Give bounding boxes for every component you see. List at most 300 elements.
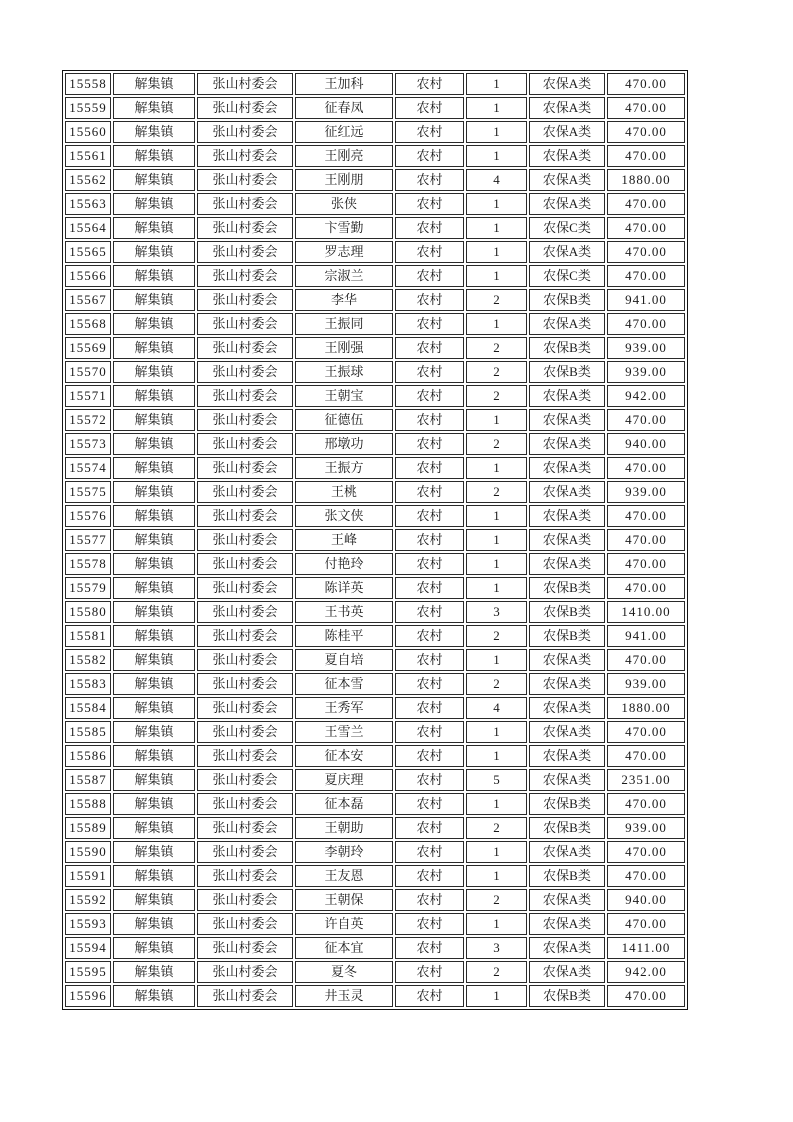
- cell-village: 张山村委会: [197, 865, 293, 887]
- cell-insurance-type: 农保A类: [529, 505, 605, 527]
- cell-amount: 470.00: [607, 553, 685, 575]
- cell-serial: 15591: [65, 865, 111, 887]
- cell-name: 征本雪: [295, 673, 393, 695]
- cell-amount: 1411.00: [607, 937, 685, 959]
- cell-amount: 470.00: [607, 721, 685, 743]
- cell-village: 张山村委会: [197, 913, 293, 935]
- cell-town: 解集镇: [113, 793, 195, 815]
- cell-name: 王秀军: [295, 697, 393, 719]
- cell-count: 1: [466, 457, 527, 479]
- cell-name: 王朝助: [295, 817, 393, 839]
- cell-category: 农村: [395, 433, 464, 455]
- cell-town: 解集镇: [113, 337, 195, 359]
- cell-insurance-type: 农保B类: [529, 793, 605, 815]
- table-row: [65, 217, 685, 239]
- cell-insurance-type: 农保B类: [529, 625, 605, 647]
- table-row: [65, 601, 685, 623]
- cell-name: 付艳玲: [295, 553, 393, 575]
- cell-name: 王桃: [295, 481, 393, 503]
- cell-amount: 470.00: [607, 793, 685, 815]
- cell-name: 陈详英: [295, 577, 393, 599]
- cell-town: 解集镇: [113, 721, 195, 743]
- cell-town: 解集镇: [113, 817, 195, 839]
- cell-town: 解集镇: [113, 481, 195, 503]
- cell-category: 农村: [395, 553, 464, 575]
- cell-name: 王朝宝: [295, 385, 393, 407]
- table-row: [65, 793, 685, 815]
- table-row: [65, 889, 685, 911]
- cell-insurance-type: 农保B类: [529, 985, 605, 1007]
- cell-serial: 15567: [65, 289, 111, 311]
- cell-insurance-type: 农保A类: [529, 241, 605, 263]
- cell-serial: 15572: [65, 409, 111, 431]
- cell-town: 解集镇: [113, 217, 195, 239]
- cell-category: 农村: [395, 673, 464, 695]
- cell-category: 农村: [395, 769, 464, 791]
- cell-insurance-type: 农保B类: [529, 361, 605, 383]
- cell-insurance-type: 农保A类: [529, 745, 605, 767]
- cell-village: 张山村委会: [197, 745, 293, 767]
- cell-village: 张山村委会: [197, 625, 293, 647]
- cell-village: 张山村委会: [197, 193, 293, 215]
- cell-village: 张山村委会: [197, 601, 293, 623]
- cell-name: 张文侠: [295, 505, 393, 527]
- cell-insurance-type: 农保A类: [529, 457, 605, 479]
- cell-insurance-type: 农保A类: [529, 649, 605, 671]
- table-row: [65, 169, 685, 191]
- cell-village: 张山村委会: [197, 697, 293, 719]
- table-row: [65, 937, 685, 959]
- table-row: [65, 841, 685, 863]
- table-row: [65, 673, 685, 695]
- cell-serial: 15588: [65, 793, 111, 815]
- cell-amount: 470.00: [607, 649, 685, 671]
- cell-town: 解集镇: [113, 889, 195, 911]
- cell-insurance-type: 农保C类: [529, 217, 605, 239]
- cell-serial: 15561: [65, 145, 111, 167]
- cell-town: 解集镇: [113, 457, 195, 479]
- cell-serial: 15571: [65, 385, 111, 407]
- cell-count: 2: [466, 625, 527, 647]
- cell-count: 1: [466, 73, 527, 95]
- cell-village: 张山村委会: [197, 769, 293, 791]
- cell-insurance-type: 农保A类: [529, 697, 605, 719]
- cell-name: 征本安: [295, 745, 393, 767]
- cell-village: 张山村委会: [197, 817, 293, 839]
- cell-count: 2: [466, 289, 527, 311]
- cell-count: 1: [466, 121, 527, 143]
- cell-amount: 470.00: [607, 457, 685, 479]
- cell-amount: 1410.00: [607, 601, 685, 623]
- cell-count: 2: [466, 337, 527, 359]
- cell-name: 邢墩功: [295, 433, 393, 455]
- cell-village: 张山村委会: [197, 673, 293, 695]
- cell-village: 张山村委会: [197, 409, 293, 431]
- cell-amount: 470.00: [607, 313, 685, 335]
- cell-village: 张山村委会: [197, 721, 293, 743]
- cell-category: 农村: [395, 865, 464, 887]
- cell-serial: 15577: [65, 529, 111, 551]
- cell-town: 解集镇: [113, 577, 195, 599]
- cell-town: 解集镇: [113, 73, 195, 95]
- cell-amount: 940.00: [607, 433, 685, 455]
- table-row: [65, 289, 685, 311]
- cell-count: 1: [466, 721, 527, 743]
- cell-category: 农村: [395, 625, 464, 647]
- cell-village: 张山村委会: [197, 121, 293, 143]
- cell-serial: 15574: [65, 457, 111, 479]
- cell-name: 王振球: [295, 361, 393, 383]
- cell-town: 解集镇: [113, 145, 195, 167]
- table-row: [65, 433, 685, 455]
- cell-amount: 942.00: [607, 961, 685, 983]
- cell-count: 2: [466, 817, 527, 839]
- cell-insurance-type: 农保B类: [529, 577, 605, 599]
- cell-serial: 15565: [65, 241, 111, 263]
- cell-amount: 470.00: [607, 745, 685, 767]
- cell-count: 1: [466, 745, 527, 767]
- cell-amount: 470.00: [607, 97, 685, 119]
- cell-insurance-type: 农保A类: [529, 193, 605, 215]
- cell-name: 张侠: [295, 193, 393, 215]
- cell-count: 2: [466, 961, 527, 983]
- cell-village: 张山村委会: [197, 385, 293, 407]
- cell-serial: 15576: [65, 505, 111, 527]
- cell-insurance-type: 农保B类: [529, 601, 605, 623]
- cell-serial: 15560: [65, 121, 111, 143]
- cell-name: 王峰: [295, 529, 393, 551]
- cell-category: 农村: [395, 361, 464, 383]
- cell-amount: 470.00: [607, 217, 685, 239]
- cell-insurance-type: 农保B类: [529, 865, 605, 887]
- cell-insurance-type: 农保A类: [529, 961, 605, 983]
- cell-category: 农村: [395, 721, 464, 743]
- cell-category: 农村: [395, 529, 464, 551]
- cell-insurance-type: 农保B类: [529, 817, 605, 839]
- cell-village: 张山村委会: [197, 433, 293, 455]
- cell-category: 农村: [395, 841, 464, 863]
- cell-village: 张山村委会: [197, 841, 293, 863]
- cell-serial: 15592: [65, 889, 111, 911]
- cell-village: 张山村委会: [197, 649, 293, 671]
- table-row: [65, 745, 685, 767]
- cell-category: 农村: [395, 793, 464, 815]
- table-row: [65, 649, 685, 671]
- benefits-table: [62, 70, 688, 1010]
- cell-amount: 2351.00: [607, 769, 685, 791]
- cell-name: 征德伍: [295, 409, 393, 431]
- cell-name: 王刚强: [295, 337, 393, 359]
- table-row: [65, 505, 685, 527]
- table-row: [65, 145, 685, 167]
- cell-village: 张山村委会: [197, 145, 293, 167]
- cell-name: 夏自培: [295, 649, 393, 671]
- cell-category: 农村: [395, 337, 464, 359]
- cell-serial: 15566: [65, 265, 111, 287]
- cell-insurance-type: 农保A类: [529, 97, 605, 119]
- cell-amount: 939.00: [607, 817, 685, 839]
- cell-count: 1: [466, 193, 527, 215]
- cell-count: 1: [466, 529, 527, 551]
- cell-category: 农村: [395, 817, 464, 839]
- cell-serial: 15562: [65, 169, 111, 191]
- cell-name: 夏庆理: [295, 769, 393, 791]
- cell-count: 1: [466, 793, 527, 815]
- cell-insurance-type: 农保B类: [529, 289, 605, 311]
- cell-town: 解集镇: [113, 433, 195, 455]
- cell-village: 张山村委会: [197, 97, 293, 119]
- cell-village: 张山村委会: [197, 985, 293, 1007]
- cell-name: 罗志理: [295, 241, 393, 263]
- cell-category: 农村: [395, 649, 464, 671]
- table-row: [65, 97, 685, 119]
- cell-serial: 15593: [65, 913, 111, 935]
- table-row: [65, 865, 685, 887]
- cell-count: 1: [466, 577, 527, 599]
- cell-amount: 939.00: [607, 337, 685, 359]
- cell-count: 1: [466, 313, 527, 335]
- cell-village: 张山村委会: [197, 553, 293, 575]
- table-row: [65, 913, 685, 935]
- cell-town: 解集镇: [113, 241, 195, 263]
- cell-serial: 15563: [65, 193, 111, 215]
- cell-village: 张山村委会: [197, 961, 293, 983]
- cell-count: 2: [466, 385, 527, 407]
- cell-town: 解集镇: [113, 409, 195, 431]
- cell-insurance-type: 农保C类: [529, 265, 605, 287]
- table-row: [65, 313, 685, 335]
- cell-village: 张山村委会: [197, 793, 293, 815]
- cell-insurance-type: 农保A类: [529, 73, 605, 95]
- cell-category: 农村: [395, 385, 464, 407]
- table-row: [65, 697, 685, 719]
- table-row: [65, 409, 685, 431]
- cell-count: 1: [466, 985, 527, 1007]
- cell-count: 1: [466, 409, 527, 431]
- table-row: [65, 961, 685, 983]
- cell-name: 征红远: [295, 121, 393, 143]
- cell-insurance-type: 农保A类: [529, 889, 605, 911]
- cell-category: 农村: [395, 409, 464, 431]
- cell-amount: 942.00: [607, 385, 685, 407]
- cell-category: 农村: [395, 601, 464, 623]
- table-row: [65, 265, 685, 287]
- cell-insurance-type: 农保A类: [529, 673, 605, 695]
- cell-insurance-type: 农保A类: [529, 433, 605, 455]
- cell-category: 农村: [395, 145, 464, 167]
- cell-count: 1: [466, 97, 527, 119]
- cell-amount: 1880.00: [607, 169, 685, 191]
- cell-insurance-type: 农保A类: [529, 937, 605, 959]
- cell-town: 解集镇: [113, 289, 195, 311]
- cell-count: 1: [466, 841, 527, 863]
- cell-amount: 470.00: [607, 985, 685, 1007]
- cell-name: 王振方: [295, 457, 393, 479]
- cell-town: 解集镇: [113, 313, 195, 335]
- cell-count: 1: [466, 145, 527, 167]
- cell-village: 张山村委会: [197, 241, 293, 263]
- cell-amount: 470.00: [607, 145, 685, 167]
- cell-serial: 15575: [65, 481, 111, 503]
- cell-category: 农村: [395, 169, 464, 191]
- cell-amount: 941.00: [607, 625, 685, 647]
- cell-serial: 15568: [65, 313, 111, 335]
- cell-town: 解集镇: [113, 505, 195, 527]
- cell-insurance-type: 农保A类: [529, 385, 605, 407]
- cell-town: 解集镇: [113, 385, 195, 407]
- cell-category: 农村: [395, 289, 464, 311]
- cell-town: 解集镇: [113, 985, 195, 1007]
- benefits-table-body: [65, 73, 685, 1007]
- cell-category: 农村: [395, 73, 464, 95]
- cell-name: 夏冬: [295, 961, 393, 983]
- cell-village: 张山村委会: [197, 505, 293, 527]
- cell-amount: 470.00: [607, 193, 685, 215]
- cell-count: 1: [466, 913, 527, 935]
- cell-serial: 15581: [65, 625, 111, 647]
- cell-name: 陈桂平: [295, 625, 393, 647]
- table-row: [65, 985, 685, 1007]
- cell-insurance-type: 农保A类: [529, 721, 605, 743]
- cell-name: 王书英: [295, 601, 393, 623]
- cell-town: 解集镇: [113, 121, 195, 143]
- cell-town: 解集镇: [113, 169, 195, 191]
- cell-amount: 470.00: [607, 121, 685, 143]
- cell-count: 1: [466, 553, 527, 575]
- cell-category: 农村: [395, 889, 464, 911]
- cell-amount: 470.00: [607, 577, 685, 599]
- cell-village: 张山村委会: [197, 577, 293, 599]
- cell-amount: 470.00: [607, 913, 685, 935]
- cell-category: 农村: [395, 241, 464, 263]
- cell-village: 张山村委会: [197, 313, 293, 335]
- cell-name: 卞雪勤: [295, 217, 393, 239]
- cell-serial: 15570: [65, 361, 111, 383]
- cell-amount: 470.00: [607, 241, 685, 263]
- cell-village: 张山村委会: [197, 457, 293, 479]
- cell-town: 解集镇: [113, 529, 195, 551]
- cell-serial: 15596: [65, 985, 111, 1007]
- table-row: [65, 457, 685, 479]
- cell-serial: 15569: [65, 337, 111, 359]
- cell-village: 张山村委会: [197, 265, 293, 287]
- cell-count: 2: [466, 361, 527, 383]
- cell-insurance-type: 农保A类: [529, 769, 605, 791]
- cell-town: 解集镇: [113, 553, 195, 575]
- cell-village: 张山村委会: [197, 361, 293, 383]
- cell-name: 王加科: [295, 73, 393, 95]
- cell-count: 2: [466, 673, 527, 695]
- cell-serial: 15584: [65, 697, 111, 719]
- cell-amount: 1880.00: [607, 697, 685, 719]
- cell-name: 王刚亮: [295, 145, 393, 167]
- cell-category: 农村: [395, 937, 464, 959]
- cell-serial: 15559: [65, 97, 111, 119]
- cell-amount: 939.00: [607, 361, 685, 383]
- table-row: [65, 241, 685, 263]
- cell-insurance-type: 农保A类: [529, 409, 605, 431]
- cell-amount: 939.00: [607, 481, 685, 503]
- table-row: [65, 553, 685, 575]
- cell-amount: 940.00: [607, 889, 685, 911]
- cell-name: 王刚朋: [295, 169, 393, 191]
- cell-town: 解集镇: [113, 625, 195, 647]
- cell-amount: 470.00: [607, 505, 685, 527]
- cell-category: 农村: [395, 481, 464, 503]
- cell-village: 张山村委会: [197, 889, 293, 911]
- table-row: [65, 625, 685, 647]
- table-row: [65, 817, 685, 839]
- table-row: [65, 337, 685, 359]
- cell-serial: 15585: [65, 721, 111, 743]
- cell-town: 解集镇: [113, 841, 195, 863]
- cell-count: 2: [466, 889, 527, 911]
- cell-count: 3: [466, 937, 527, 959]
- cell-insurance-type: 农保A类: [529, 481, 605, 503]
- cell-insurance-type: 农保A类: [529, 913, 605, 935]
- cell-insurance-type: 农保A类: [529, 145, 605, 167]
- cell-insurance-type: 农保A类: [529, 553, 605, 575]
- cell-name: 征本磊: [295, 793, 393, 815]
- cell-amount: 939.00: [607, 673, 685, 695]
- cell-town: 解集镇: [113, 913, 195, 935]
- table-row: [65, 721, 685, 743]
- cell-amount: 941.00: [607, 289, 685, 311]
- table-row: [65, 73, 685, 95]
- cell-town: 解集镇: [113, 265, 195, 287]
- cell-amount: 470.00: [607, 865, 685, 887]
- cell-name: 征本宜: [295, 937, 393, 959]
- table-row: [65, 481, 685, 503]
- cell-amount: 470.00: [607, 409, 685, 431]
- cell-count: 2: [466, 481, 527, 503]
- cell-town: 解集镇: [113, 601, 195, 623]
- cell-town: 解集镇: [113, 97, 195, 119]
- cell-category: 农村: [395, 457, 464, 479]
- cell-count: 1: [466, 865, 527, 887]
- cell-serial: 15578: [65, 553, 111, 575]
- cell-category: 农村: [395, 985, 464, 1007]
- cell-village: 张山村委会: [197, 217, 293, 239]
- cell-category: 农村: [395, 193, 464, 215]
- cell-name: 王朝保: [295, 889, 393, 911]
- cell-insurance-type: 农保A类: [529, 121, 605, 143]
- cell-town: 解集镇: [113, 865, 195, 887]
- cell-insurance-type: 农保A类: [529, 841, 605, 863]
- cell-town: 解集镇: [113, 937, 195, 959]
- cell-category: 农村: [395, 217, 464, 239]
- cell-serial: 15590: [65, 841, 111, 863]
- cell-serial: 15580: [65, 601, 111, 623]
- cell-count: 1: [466, 217, 527, 239]
- cell-count: 1: [466, 505, 527, 527]
- cell-insurance-type: 农保A类: [529, 529, 605, 551]
- cell-category: 农村: [395, 913, 464, 935]
- cell-category: 农村: [395, 97, 464, 119]
- cell-name: 许自英: [295, 913, 393, 935]
- cell-insurance-type: 农保B类: [529, 337, 605, 359]
- cell-town: 解集镇: [113, 745, 195, 767]
- cell-serial: 15587: [65, 769, 111, 791]
- table-row: [65, 529, 685, 551]
- cell-town: 解集镇: [113, 649, 195, 671]
- cell-category: 农村: [395, 961, 464, 983]
- cell-name: 征春凤: [295, 97, 393, 119]
- cell-insurance-type: 农保A类: [529, 169, 605, 191]
- cell-village: 张山村委会: [197, 937, 293, 959]
- cell-category: 农村: [395, 577, 464, 599]
- table-row: [65, 361, 685, 383]
